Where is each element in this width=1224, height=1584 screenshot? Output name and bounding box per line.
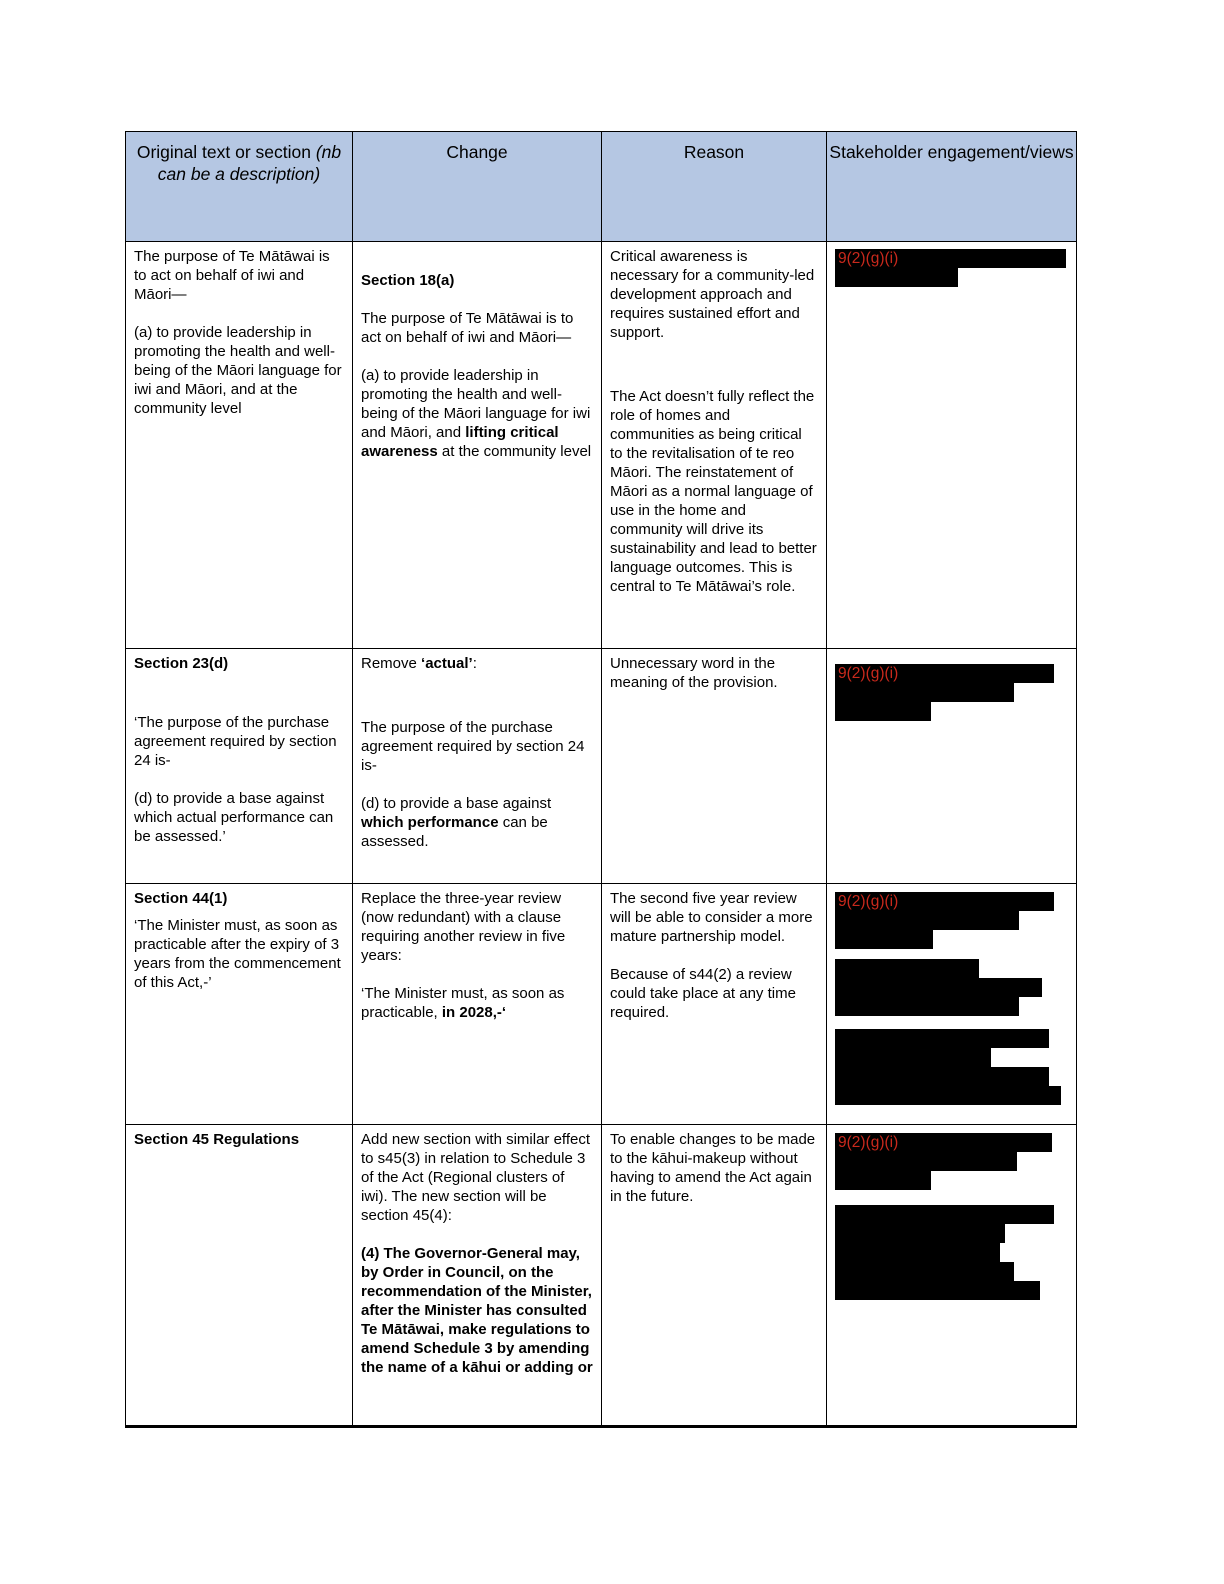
cell-original [126,1125,353,1427]
cell-stakeholder [827,649,1077,884]
text-segment: which performance [361,814,499,831]
text-segment: (a) to provide leadership in promoting the health and well-being of the Māori language for iwi and Māori, and [361,367,591,441]
table-row [126,242,1077,649]
paragraph [134,889,344,908]
paragraph [361,794,593,851]
cell-content [602,1125,826,1425]
cell-stakeholder [827,242,1077,649]
text-segment: Critical awareness is necessary for a community-led development approach and requires sustained effort and support. [610,248,815,341]
text-segment: Section 45 Regulations [134,1131,300,1148]
redaction-bar [835,1262,1014,1281]
cell-content [353,242,601,648]
text-segment: Section 18(a) [361,272,455,289]
redaction-block [835,664,1068,721]
text-segment: : [472,655,477,672]
paragraph [361,271,593,290]
text-segment: Add new section with similar effect to s45(3) in relation to Schedule 3 of the Act (Regional clusters of iwi). The new section will be section 45(4): [361,1131,590,1224]
cell-content [827,649,1076,883]
table-row [126,884,1077,1125]
paragraph [361,1130,593,1225]
redaction-block [835,1029,1068,1105]
text-segment: (4) The Governor-General may, by Order in Council, on the recommendation of the Minister, after the Minister has consulted Te Mātāwai, make regulations to amend Schedule 3 by amending the name of a kāhui or adding or [361,1245,593,1376]
cell-content [353,1125,601,1425]
redaction-code-label: 9(2)(g)(i) [838,250,899,267]
cell-reason [602,242,827,649]
redaction-block [835,1205,1068,1300]
paragraph [134,789,344,846]
redaction-bar [835,1048,991,1067]
text-segment: Replace the three-year review (now redundant) with a clause requiring another review in five years: [361,890,566,964]
column-header [602,132,827,242]
redaction-bar [835,683,1014,702]
paragraph [134,713,344,770]
redaction-block [835,892,1068,949]
cell-change [353,242,602,649]
column-header [353,132,602,242]
cell-change [353,1125,602,1427]
redaction-bar [835,930,933,949]
text-segment: (d) to provide a base against [361,795,552,812]
redaction-bar [835,702,931,721]
text-segment: Stakeholder engagement/views [829,142,1074,162]
column-header [126,132,353,242]
cell-content [827,242,1076,648]
redaction-bar [835,997,1019,1016]
paragraph [134,1130,344,1149]
redaction-bar [835,268,958,287]
text-segment: To enable changes to be made to the kāhui-makeup without having to amend the Act again in the future. [610,1131,816,1205]
text-segment: The second five year review will be able to consider a more mature partnership model. [610,890,813,945]
text-segment: in 2028,-‘ [441,1004,507,1021]
redaction-bar [835,892,1054,911]
text-segment: The purpose of Te Mātāwai is to act on behalf of iwi and Māori— [134,248,330,303]
text-segment: ‘The purpose of the purchase agreement required by section 24 is- [134,714,337,769]
paragraph [610,387,818,596]
cell-reason [602,1125,827,1427]
redaction-bar [835,1067,1049,1086]
redaction-bar [835,978,1042,997]
cell-content [126,884,352,1124]
redaction-bar [835,1243,1000,1262]
redaction-bar [835,249,1066,268]
amendments-table [125,131,1077,1428]
text-segment: Section 44(1) [134,890,228,907]
paragraph [134,247,344,304]
text-segment: (nb can be a description) [157,142,342,184]
redaction-code-label: 9(2)(g)(i) [838,665,899,682]
redaction-block [835,249,1068,287]
redaction-bar [835,1086,1061,1105]
redaction-bar [835,959,979,978]
text-segment: at the community level [437,443,592,460]
cell-stakeholder [827,884,1077,1125]
text-segment: The purpose of the purchase agreement required by section 24 is- [361,719,585,774]
text-segment: The purpose of Te Mātāwai is to act on behalf of iwi and Māori— [361,310,574,346]
cell-content [126,649,352,883]
text-segment: Original text or section [136,142,316,162]
paragraph [361,984,593,1022]
paragraph [134,323,344,418]
text-segment: Remove [361,655,422,672]
text-segment: Unnecessary word in the meaning of the provision. [610,655,778,691]
redaction-code-label: 9(2)(g)(i) [838,1134,899,1151]
paragraph [361,309,593,347]
redaction-bar [835,1133,1052,1152]
cell-original [126,649,353,884]
paragraph [361,366,593,461]
cell-original [126,884,353,1125]
redaction-bar [835,1205,1054,1224]
cell-content [353,649,601,883]
paragraph [361,718,593,775]
text-segment: ‘The Minister must, as soon as practicable, [361,985,565,1021]
text-segment: can be assessed. [361,814,548,850]
paragraph [134,916,344,992]
redaction-bar [835,1281,1040,1300]
paragraph [361,1244,593,1377]
redaction-bar [835,911,1019,930]
table-row [126,649,1077,884]
text-segment: The Act doesn’t fully reflect the role of homes and communities as being critical to the revitalisation of te reo Māori. The reinstatement of Māori as a normal language of use in the home and community will drive its sustainability and lead to better language outcomes. This is central to Te Mātāwai’s role. [610,388,817,595]
cell-content [353,884,601,1124]
redaction-bar [835,664,1054,683]
redaction-code-label: 9(2)(g)(i) [838,893,899,910]
table-header-row [126,132,1077,242]
paragraph [610,1130,818,1206]
paragraph [361,654,593,673]
cell-change [353,649,602,884]
text-segment: Change [446,142,508,162]
text-segment: ‘actual’ [421,655,473,672]
paragraph [610,654,818,692]
paragraph [361,889,593,965]
paragraph [134,654,344,673]
cell-content [827,884,1076,1124]
cell-original [126,242,353,649]
paragraph [610,889,818,946]
cell-reason [602,649,827,884]
redaction-block [835,1133,1068,1190]
paragraph [610,965,818,1022]
column-header [827,132,1077,242]
redaction-block [835,959,1068,1016]
text-segment: ‘The Minister must, as soon as practicable after the expiry of 3 years from the commencement of this Act,-’ [134,917,341,991]
cell-reason [602,884,827,1125]
paragraph [610,247,818,342]
cell-content [602,242,826,648]
redaction-bar [835,1224,1005,1243]
cell-content [126,1125,352,1425]
cell-content [602,649,826,883]
cell-content [602,884,826,1124]
text-segment: (a) to provide leadership in promoting the health and well-being of the Māori language for iwi and Māori, and at the community level [134,324,342,417]
text-segment: Section 23(d) [134,655,229,672]
cell-change [353,884,602,1125]
cell-stakeholder [827,1125,1077,1427]
cell-content [827,1125,1076,1425]
text-segment: (d) to provide a base against which actual performance can be assessed.’ [134,790,334,845]
redaction-bar [835,1029,1049,1048]
cell-content [126,242,352,648]
text-segment: lifting critical awareness [361,424,559,460]
text-segment: Reason [683,142,745,162]
table-row [126,1125,1077,1427]
text-segment: Because of s44(2) a review could take place at any time required. [610,966,796,1021]
redaction-bar [835,1152,1017,1171]
redaction-bar [835,1171,931,1190]
